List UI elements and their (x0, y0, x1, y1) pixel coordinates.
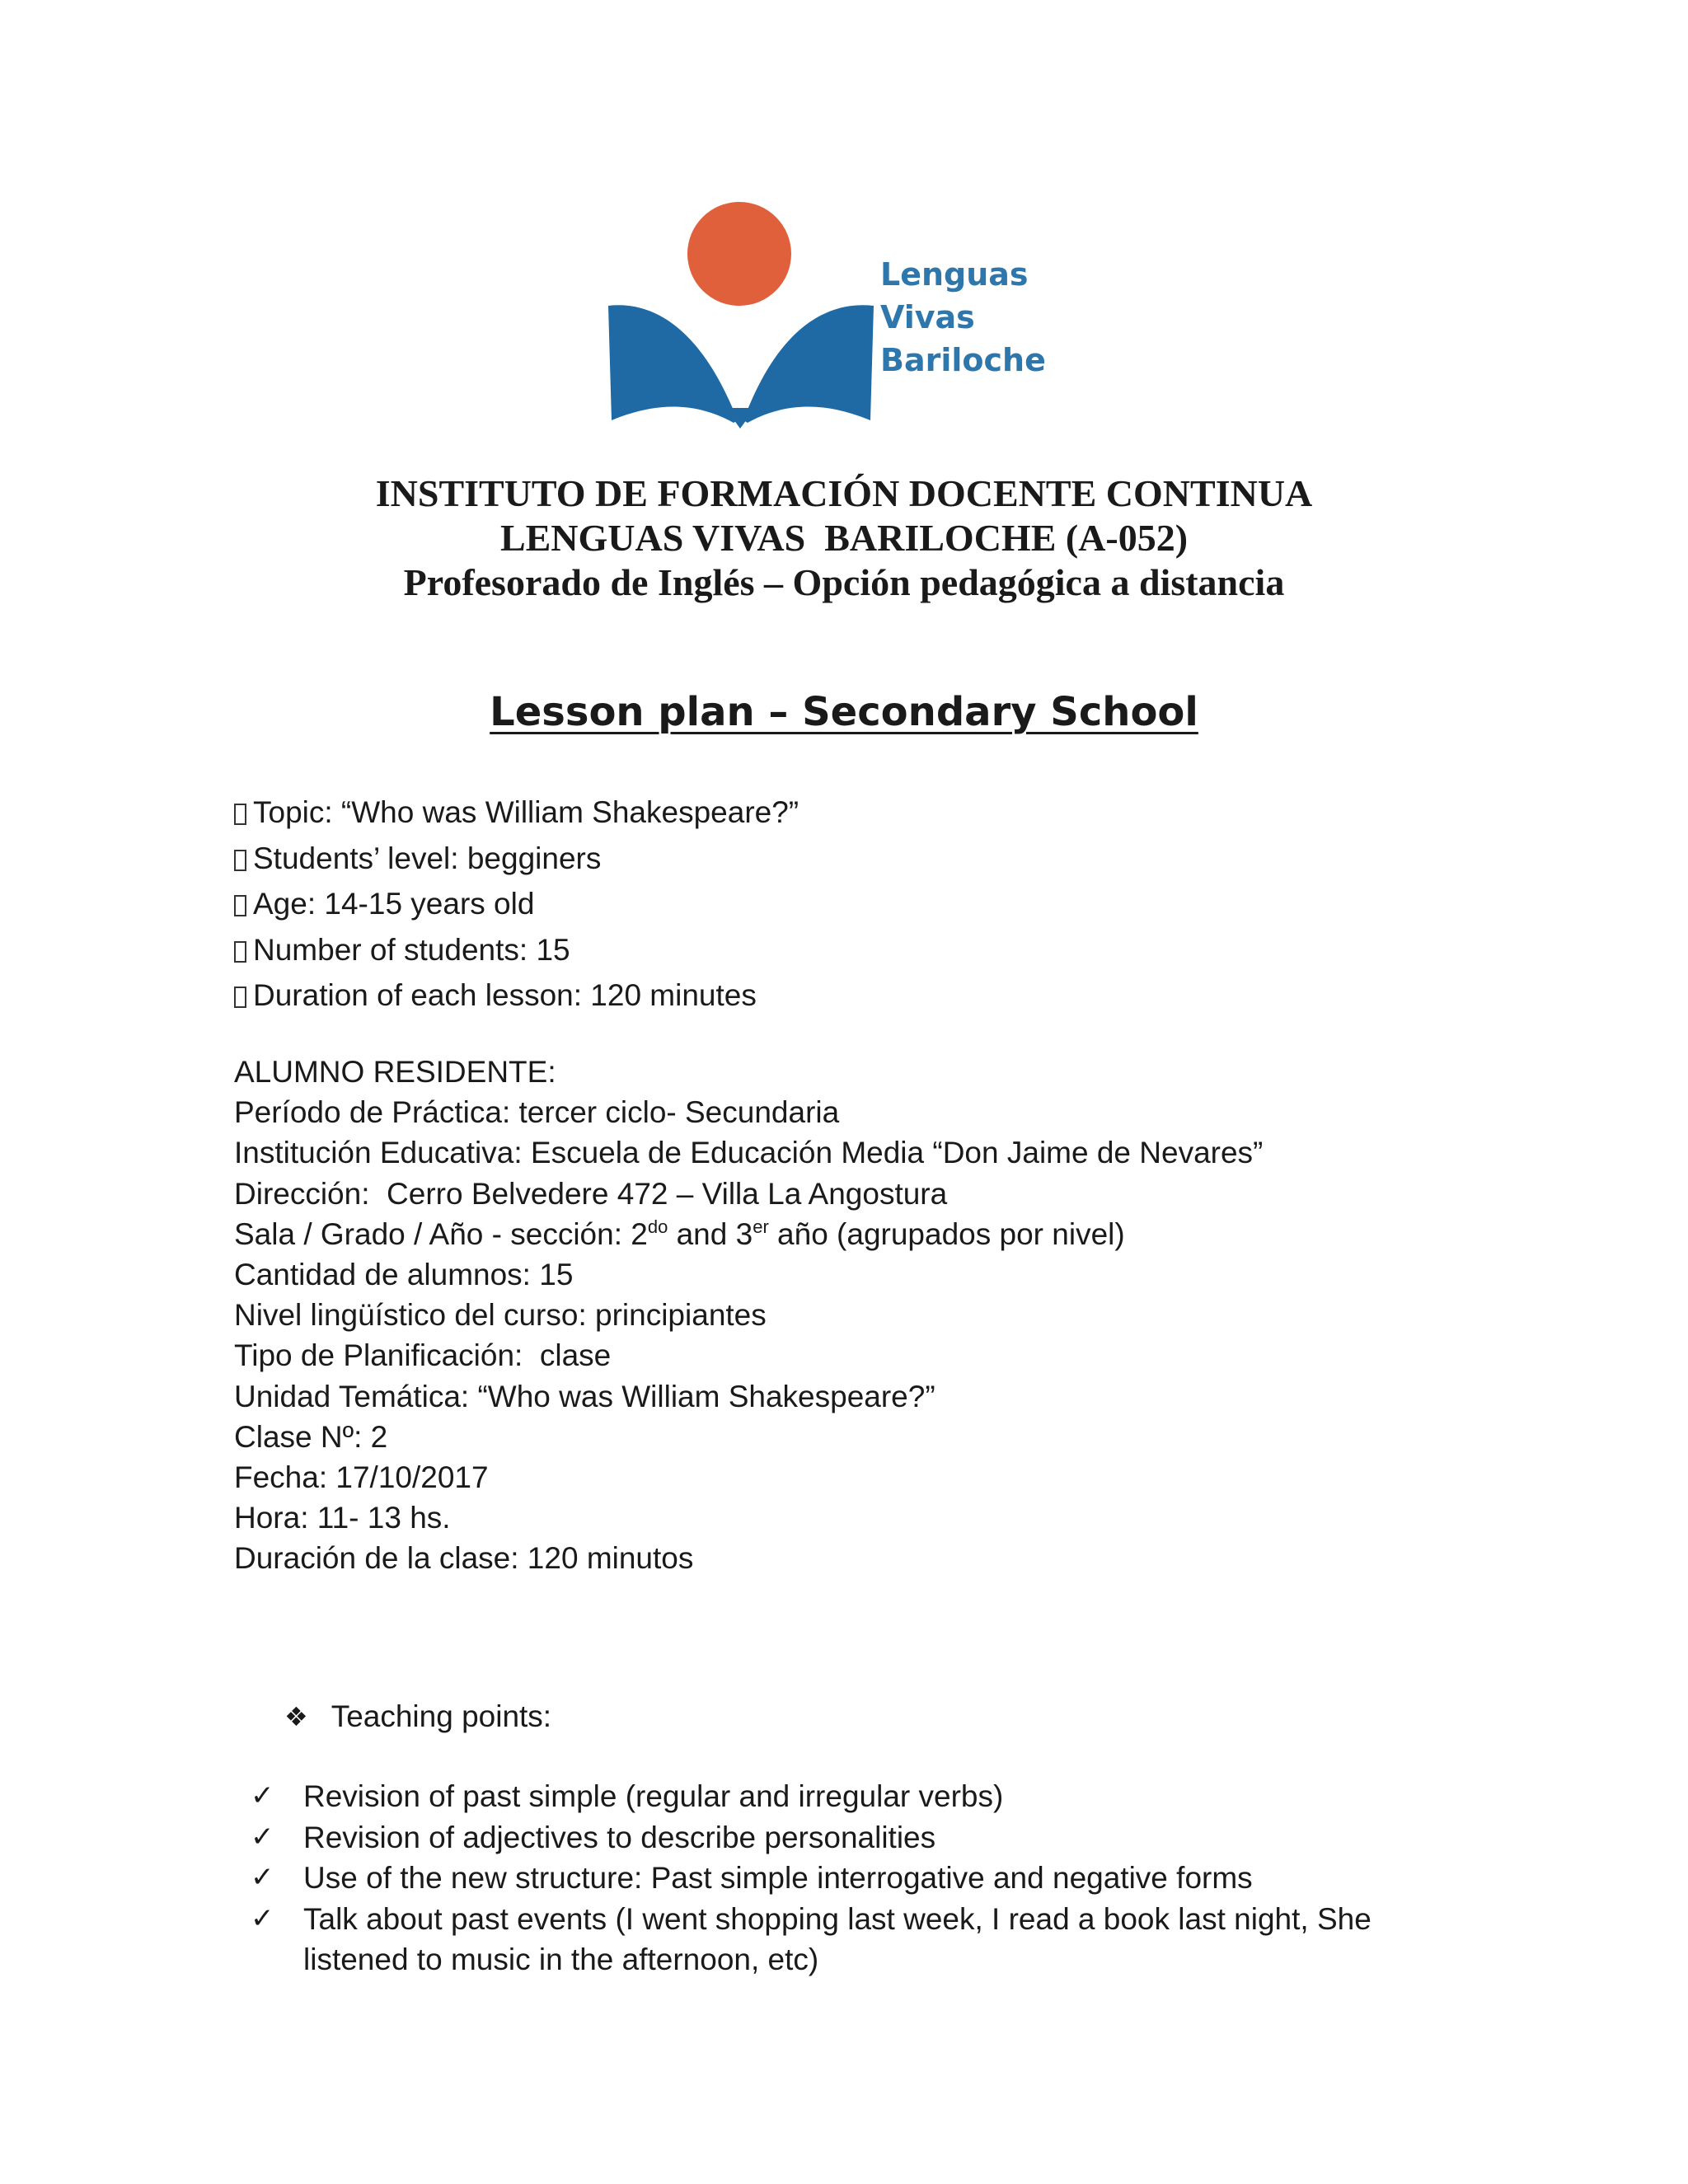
sala-superscript-1: do (647, 1216, 668, 1237)
summary-duration: Duration of each lesson: 120 minutes (253, 978, 757, 1012)
logo-wordmark (880, 253, 1096, 382)
missing-glyph-box-icon (234, 850, 246, 871)
teaching-point-text: Revision of adjectives to describe personalities (303, 1820, 936, 1854)
list-item (251, 1817, 1470, 1858)
detail-unidad: Unidad Temática: “Who was William Shakespeare?” (234, 1379, 935, 1413)
detail-direccion: Dirección: Cerro Belvedere 472 – Villa La Angostura (234, 1176, 948, 1211)
summary-level: Students’ level: begginers (253, 841, 602, 875)
resident-details (234, 1052, 1263, 1578)
details-heading: ALUMNO RESIDENTE: (234, 1055, 556, 1089)
diamond-bullet-icon: ❖ (284, 1702, 308, 1732)
open-book-sun-logo (602, 202, 882, 433)
detail-periodo: Período de Práctica: tercer ciclo- Secundaria (234, 1095, 840, 1130)
summary-topic: Topic: “Who was William Shakespeare?” (253, 795, 799, 829)
teaching-points-list (251, 1776, 1470, 1980)
detail-hora: Hora: 11- 13 hs. (234, 1501, 451, 1535)
checkmark-icon: ✓ (251, 1862, 274, 1893)
teaching-points-heading (284, 1694, 551, 1740)
header-line-1: INSTITUTO DE FORMACIÓN DOCENTE CONTINUA (375, 472, 1313, 514)
page-title: Lesson plan – Secondary School (490, 689, 1198, 735)
logo-line-1: Lenguas Vivas (880, 256, 1029, 335)
header-line-3: Profesorado de Inglés – Opción pedagógica a distancia (403, 561, 1285, 603)
missing-glyph-box-icon (234, 804, 246, 825)
book-right-page-icon (743, 305, 874, 423)
list-item (251, 1776, 1470, 1817)
missing-glyph-box-icon (234, 895, 246, 916)
institution-logo (602, 202, 1096, 433)
teaching-points-label: Teaching points: (331, 1699, 552, 1733)
sala-middle: and 3 (668, 1216, 753, 1251)
list-item (234, 790, 799, 836)
book-left-page-icon (608, 305, 738, 423)
list-item (251, 1858, 1470, 1899)
detail-duracion: Duración de la clase: 120 minutos (234, 1541, 694, 1576)
list-item (234, 881, 799, 927)
list-item (234, 927, 799, 973)
detail-tipo: Tipo de Planificación: clase (234, 1338, 612, 1373)
header-line-2: LENGUAS VIVAS BARILOCHE (A-052) (499, 517, 1189, 559)
sala-superscript-2: er (753, 1216, 769, 1237)
detail-sala (234, 1214, 1263, 1254)
checkmark-icon: ✓ (251, 1780, 274, 1811)
lesson-summary-list (234, 790, 799, 1019)
detail-cantidad: Cantidad de alumnos: 15 (234, 1257, 574, 1291)
missing-glyph-box-icon (234, 987, 246, 1008)
detail-clase: Clase Nº: 2 (234, 1419, 388, 1454)
teaching-point-text: Revision of past simple (regular and irregular verbs) (303, 1779, 1004, 1813)
missing-glyph-box-icon (234, 941, 246, 963)
logo-line-2: Bariloche (880, 342, 1046, 378)
institution-header (0, 471, 1688, 605)
checkmark-icon: ✓ (251, 1902, 274, 1934)
summary-number-students: Number of students: 15 (253, 932, 570, 967)
teaching-point-text: Talk about past events (I went shopping last week, I read a book last night, She listened to music in the afternoon, etc) (303, 1901, 1372, 1976)
detail-fecha: Fecha: 17/10/2017 (234, 1460, 489, 1494)
list-item (251, 1899, 1470, 1980)
detail-institucion: Institución Educativa: Escuela de Educación Media “Don Jaime de Nevares” (234, 1136, 1264, 1170)
sun-icon (687, 202, 791, 306)
list-item (234, 972, 799, 1019)
sala-prefix: Sala / Grado / Año - sección: 2 (234, 1216, 648, 1251)
detail-nivel: Nivel lingüístico del curso: principiantes (234, 1298, 767, 1333)
list-item (234, 836, 799, 882)
teaching-point-text: Use of the new structure: Past simple interrogative and negative forms (303, 1861, 1253, 1895)
summary-age: Age: 14-15 years old (253, 887, 535, 921)
sala-suffix: año (agrupados por nivel) (768, 1216, 1125, 1251)
checkmark-icon: ✓ (251, 1821, 274, 1853)
